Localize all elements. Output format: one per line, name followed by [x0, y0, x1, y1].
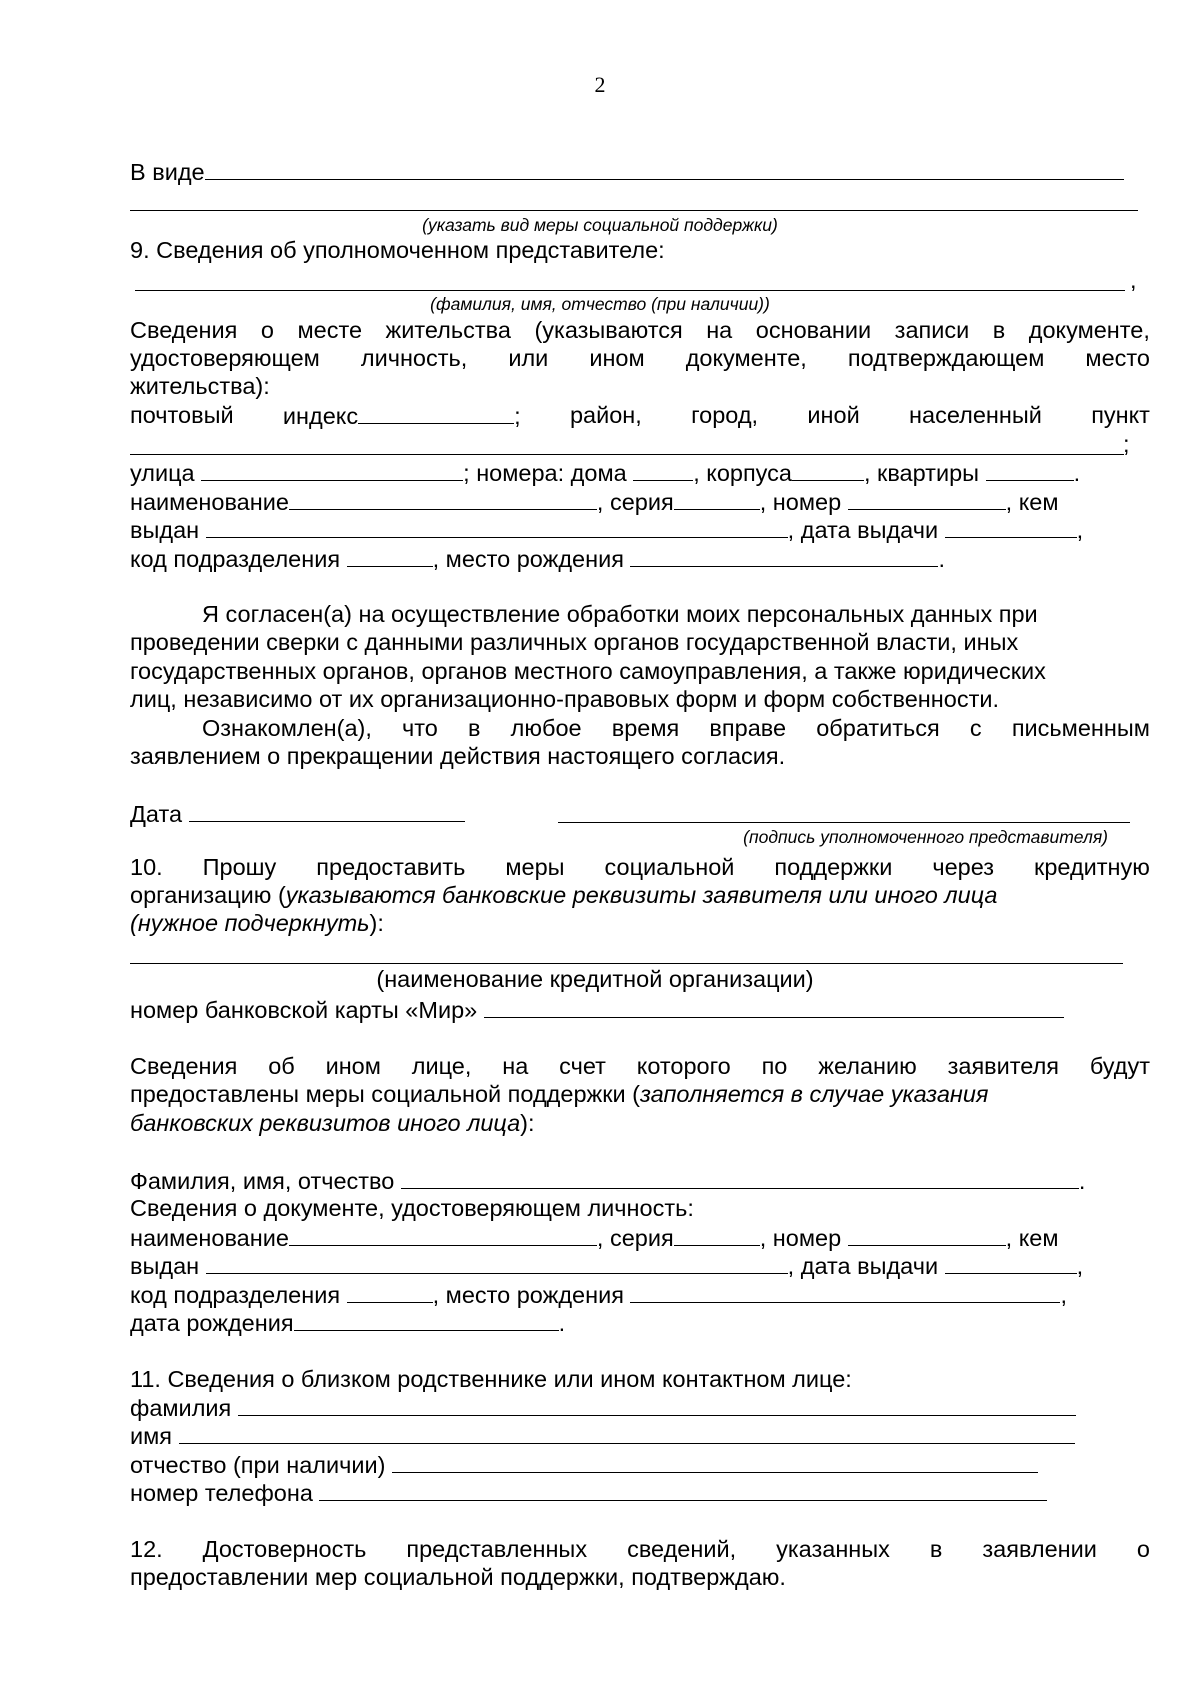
series-label: , серия: [596, 489, 674, 515]
other-division-row: [130, 1280, 1067, 1308]
other-issue-date-field[interactable]: [945, 1251, 1077, 1274]
word: или: [508, 345, 549, 371]
issued-by-label: , кем: [1005, 1225, 1059, 1251]
measure-form-label: В виде: [130, 159, 205, 185]
issue-date-field[interactable]: [945, 515, 1077, 538]
other-birthplace-field[interactable]: [630, 1280, 1060, 1303]
word: предоставить: [316, 854, 466, 880]
card-number-field[interactable]: [484, 995, 1064, 1018]
italic-text: указываются банковские реквизиты заявителя или иного лица: [285, 882, 998, 908]
word: время: [611, 715, 680, 741]
fio-field[interactable]: [401, 1166, 1079, 1189]
comma: ,: [1076, 1253, 1084, 1279]
representative-name-caption: (фамилия, имя, отчество (при наличии)): [430, 294, 770, 314]
word: Достоверность: [202, 1536, 367, 1562]
section10-line-2: [130, 881, 997, 909]
word: лице,: [411, 1053, 472, 1079]
postal-index-label: индекс: [282, 403, 359, 429]
word: основании: [755, 317, 872, 343]
word: через: [932, 854, 995, 880]
division-code-label: код подразделения: [130, 1282, 341, 1308]
settlement-field[interactable]: [130, 454, 1124, 455]
division-code-field[interactable]: [347, 544, 433, 567]
issue-date-label: , дата выдачи: [787, 1253, 939, 1279]
word: 12.: [130, 1536, 163, 1562]
consent-line-6: заявлением о прекращении действия настоящего согласия.: [130, 743, 786, 769]
building-label: , корпуса: [693, 460, 792, 486]
word: что: [402, 715, 438, 741]
word: Сведения: [130, 317, 238, 343]
number-label: , номер: [759, 1225, 842, 1251]
street-field[interactable]: [201, 458, 463, 481]
section9-heading: 9. Сведения об уполномоченном представителе:: [130, 237, 665, 263]
fio-row: [130, 1166, 1085, 1194]
number-label: , номер: [759, 489, 842, 515]
name-comma: ,: [1130, 267, 1137, 293]
semicolon: ;: [514, 403, 521, 429]
birthdate-label: дата рождения: [130, 1310, 294, 1336]
patronymic-label: отчество (при наличии): [130, 1452, 386, 1478]
measure-form-caption: (указать вид меры социальной поддержки): [422, 215, 778, 235]
word: Ознакомлен(а),: [202, 715, 372, 741]
birthdate-field[interactable]: [294, 1308, 559, 1331]
house-label: ; номера: дома: [463, 460, 627, 486]
signature-caption: (подпись уполномоченного представителя): [743, 827, 1108, 847]
page-number: 2: [594, 72, 606, 97]
postal-index-field[interactable]: [358, 401, 514, 424]
bank-name-caption: (наименование кредитной организации): [376, 966, 814, 992]
doc-name-label: наименование: [130, 489, 289, 515]
measure-form-field-line2[interactable]: [130, 210, 1138, 211]
word: письменным: [1011, 715, 1150, 741]
other-document-row: [130, 1223, 1059, 1251]
word: жительства: [385, 317, 511, 343]
settlement-semicolon: ;: [1123, 431, 1130, 457]
measure-form-row: [130, 157, 1124, 185]
patronymic-field[interactable]: [392, 1450, 1038, 1473]
card-row: [130, 995, 1064, 1023]
issued-row: [130, 515, 1083, 543]
word: по: [761, 1053, 788, 1079]
word: на: [706, 317, 733, 343]
other-person-line-2: [130, 1080, 988, 1108]
address-row: [130, 458, 1080, 486]
other-person-line-1: [130, 1052, 1150, 1080]
issue-date-label: , дата выдачи: [787, 517, 939, 543]
word: место: [1085, 345, 1150, 371]
apartment-field[interactable]: [986, 458, 1074, 481]
other-issued-field[interactable]: [206, 1251, 788, 1274]
word: об: [268, 1053, 295, 1079]
date-label: Дата: [130, 801, 183, 827]
word: сведений,: [627, 1536, 737, 1562]
series-label: , серия: [596, 1225, 674, 1251]
word: в: [992, 317, 1006, 343]
patronymic-row: [130, 1450, 1038, 1478]
comma: ,: [1060, 1282, 1068, 1308]
measure-form-field[interactable]: [205, 157, 1124, 180]
word: 10.: [130, 854, 163, 880]
word: город,: [691, 402, 759, 428]
division-row: [130, 544, 945, 572]
signature-field[interactable]: [558, 822, 1130, 823]
number-field[interactable]: [848, 487, 1006, 510]
word: счет: [559, 1053, 606, 1079]
period: .: [1073, 460, 1081, 486]
word: месте: [297, 317, 363, 343]
word: заявлении: [982, 1536, 1097, 1562]
division-code-label: код подразделения: [130, 546, 341, 572]
word: о: [1136, 1536, 1150, 1562]
birthplace-label: , место рождения: [432, 1282, 624, 1308]
word: документе,: [1028, 317, 1150, 343]
card-label: номер банковской карты «Мир»: [130, 997, 478, 1023]
comma: ,: [1076, 517, 1084, 543]
word: личность,: [360, 345, 468, 371]
text: ):: [520, 1110, 535, 1136]
surname-row: [130, 1393, 1076, 1421]
building-field[interactable]: [792, 458, 864, 481]
name-label: имя: [130, 1423, 173, 1449]
house-field[interactable]: [633, 458, 693, 481]
word: населенный: [909, 402, 1042, 428]
name-row: [130, 1421, 1075, 1449]
other-person-line-3: [130, 1109, 535, 1137]
surname-label: фамилия: [130, 1395, 232, 1421]
doc-name-field[interactable]: [289, 487, 597, 510]
doc-name-label: наименование: [130, 1225, 289, 1251]
apartment-label: , квартиры: [864, 460, 980, 486]
consent-line-4: лиц, независимо от их организационно-правовых форм и форм собственности.: [130, 686, 1000, 712]
word: представленных: [406, 1536, 588, 1562]
period: .: [1078, 1168, 1086, 1194]
text: ):: [369, 910, 384, 936]
consent-line-2: проведении сверки с данными различных органов государственной власти, иных: [130, 629, 1019, 655]
street-label: улица: [130, 460, 195, 486]
section12-line-1: [130, 1535, 1150, 1563]
word: социальной: [604, 854, 735, 880]
birthplace-label: , место рождения: [432, 546, 624, 572]
word: вправе: [709, 715, 787, 741]
word: ином: [589, 345, 645, 371]
word: заявителя: [947, 1053, 1060, 1079]
word: поддержки: [774, 854, 893, 880]
issued-label: выдан: [130, 517, 200, 543]
text: организацию (: [130, 882, 286, 908]
birthplace-field[interactable]: [630, 544, 938, 567]
word: район,: [569, 402, 642, 428]
consent-line-3: государственных органов, органов местного самоуправления, а также юридических: [130, 658, 1046, 684]
other-number-field[interactable]: [848, 1223, 1006, 1246]
document-row: [130, 487, 1059, 515]
period: .: [938, 546, 946, 572]
other-doc-name-field[interactable]: [289, 1223, 597, 1246]
residence-line-3: жительства):: [130, 373, 270, 399]
other-series-field[interactable]: [674, 1223, 760, 1246]
word: удостоверяющем: [130, 345, 320, 371]
word: обратиться: [816, 715, 940, 741]
postal-index-row: [130, 401, 1150, 429]
consent-line-1: Я согласен(а) на осуществление обработки моих персональных данных при: [202, 601, 1038, 627]
italic-text: (нужное подчеркнуть: [130, 910, 370, 936]
consent-line-5: [202, 714, 1150, 742]
section10-line-3: [130, 909, 384, 937]
fio-label: Фамилия, имя, отчество: [130, 1168, 395, 1194]
word: документе,: [685, 345, 807, 371]
birthdate-row: [130, 1308, 565, 1336]
issued-label: выдан: [130, 1253, 200, 1279]
representative-name-field[interactable]: [135, 290, 1125, 291]
issued-field[interactable]: [206, 515, 788, 538]
italic-text: банковских реквизитов иного лица: [130, 1110, 521, 1136]
id-doc-heading: Сведения о документе, удостоверяющем личность:: [130, 1195, 694, 1221]
name-field[interactable]: [179, 1421, 1075, 1444]
word: ином: [325, 1053, 381, 1079]
phone-label: номер телефона: [130, 1480, 313, 1506]
phone-row: [130, 1478, 1047, 1506]
word: иной: [807, 402, 860, 428]
italic-text: заполняется в случае указания: [640, 1081, 989, 1107]
word: с: [969, 715, 982, 741]
word: указанных: [776, 1536, 890, 1562]
word: пункт: [1091, 402, 1150, 428]
date-row: [130, 799, 465, 827]
series-field[interactable]: [674, 487, 760, 510]
other-issued-row: [130, 1251, 1083, 1279]
other-division-code-field[interactable]: [347, 1280, 433, 1303]
word: любое: [510, 715, 582, 741]
section12-line-2: предоставлении мер социальной поддержки, подтверждаю.: [130, 1564, 786, 1590]
word: о: [260, 317, 274, 343]
word: (указываются: [534, 317, 683, 343]
word: которого: [636, 1053, 731, 1079]
word: Прошу: [202, 854, 277, 880]
section10-line-1: [130, 853, 1150, 881]
period: .: [558, 1310, 566, 1336]
word: желанию: [818, 1053, 917, 1079]
bank-name-field[interactable]: [130, 963, 1123, 964]
word: будут: [1089, 1053, 1150, 1079]
word: кредитную: [1034, 854, 1150, 880]
issued-by-label: , кем: [1005, 489, 1059, 515]
word: записи: [894, 317, 970, 343]
section11-heading: 11. Сведения о близком родственнике или ином контактном лице:: [130, 1366, 852, 1392]
residence-line-2: [130, 344, 1150, 372]
word: на: [502, 1053, 529, 1079]
word: Сведения: [130, 1053, 238, 1079]
residence-line-1: [130, 316, 1150, 344]
text: предоставлены меры социальной поддержки (: [130, 1081, 641, 1107]
postal-label: почтовый: [130, 402, 234, 428]
surname-field[interactable]: [238, 1393, 1076, 1416]
word: меры: [505, 854, 565, 880]
word: в: [929, 1536, 943, 1562]
word: подтверждающем: [847, 345, 1045, 371]
phone-field[interactable]: [319, 1478, 1047, 1501]
word: в: [468, 715, 481, 741]
date-field[interactable]: [189, 799, 465, 822]
